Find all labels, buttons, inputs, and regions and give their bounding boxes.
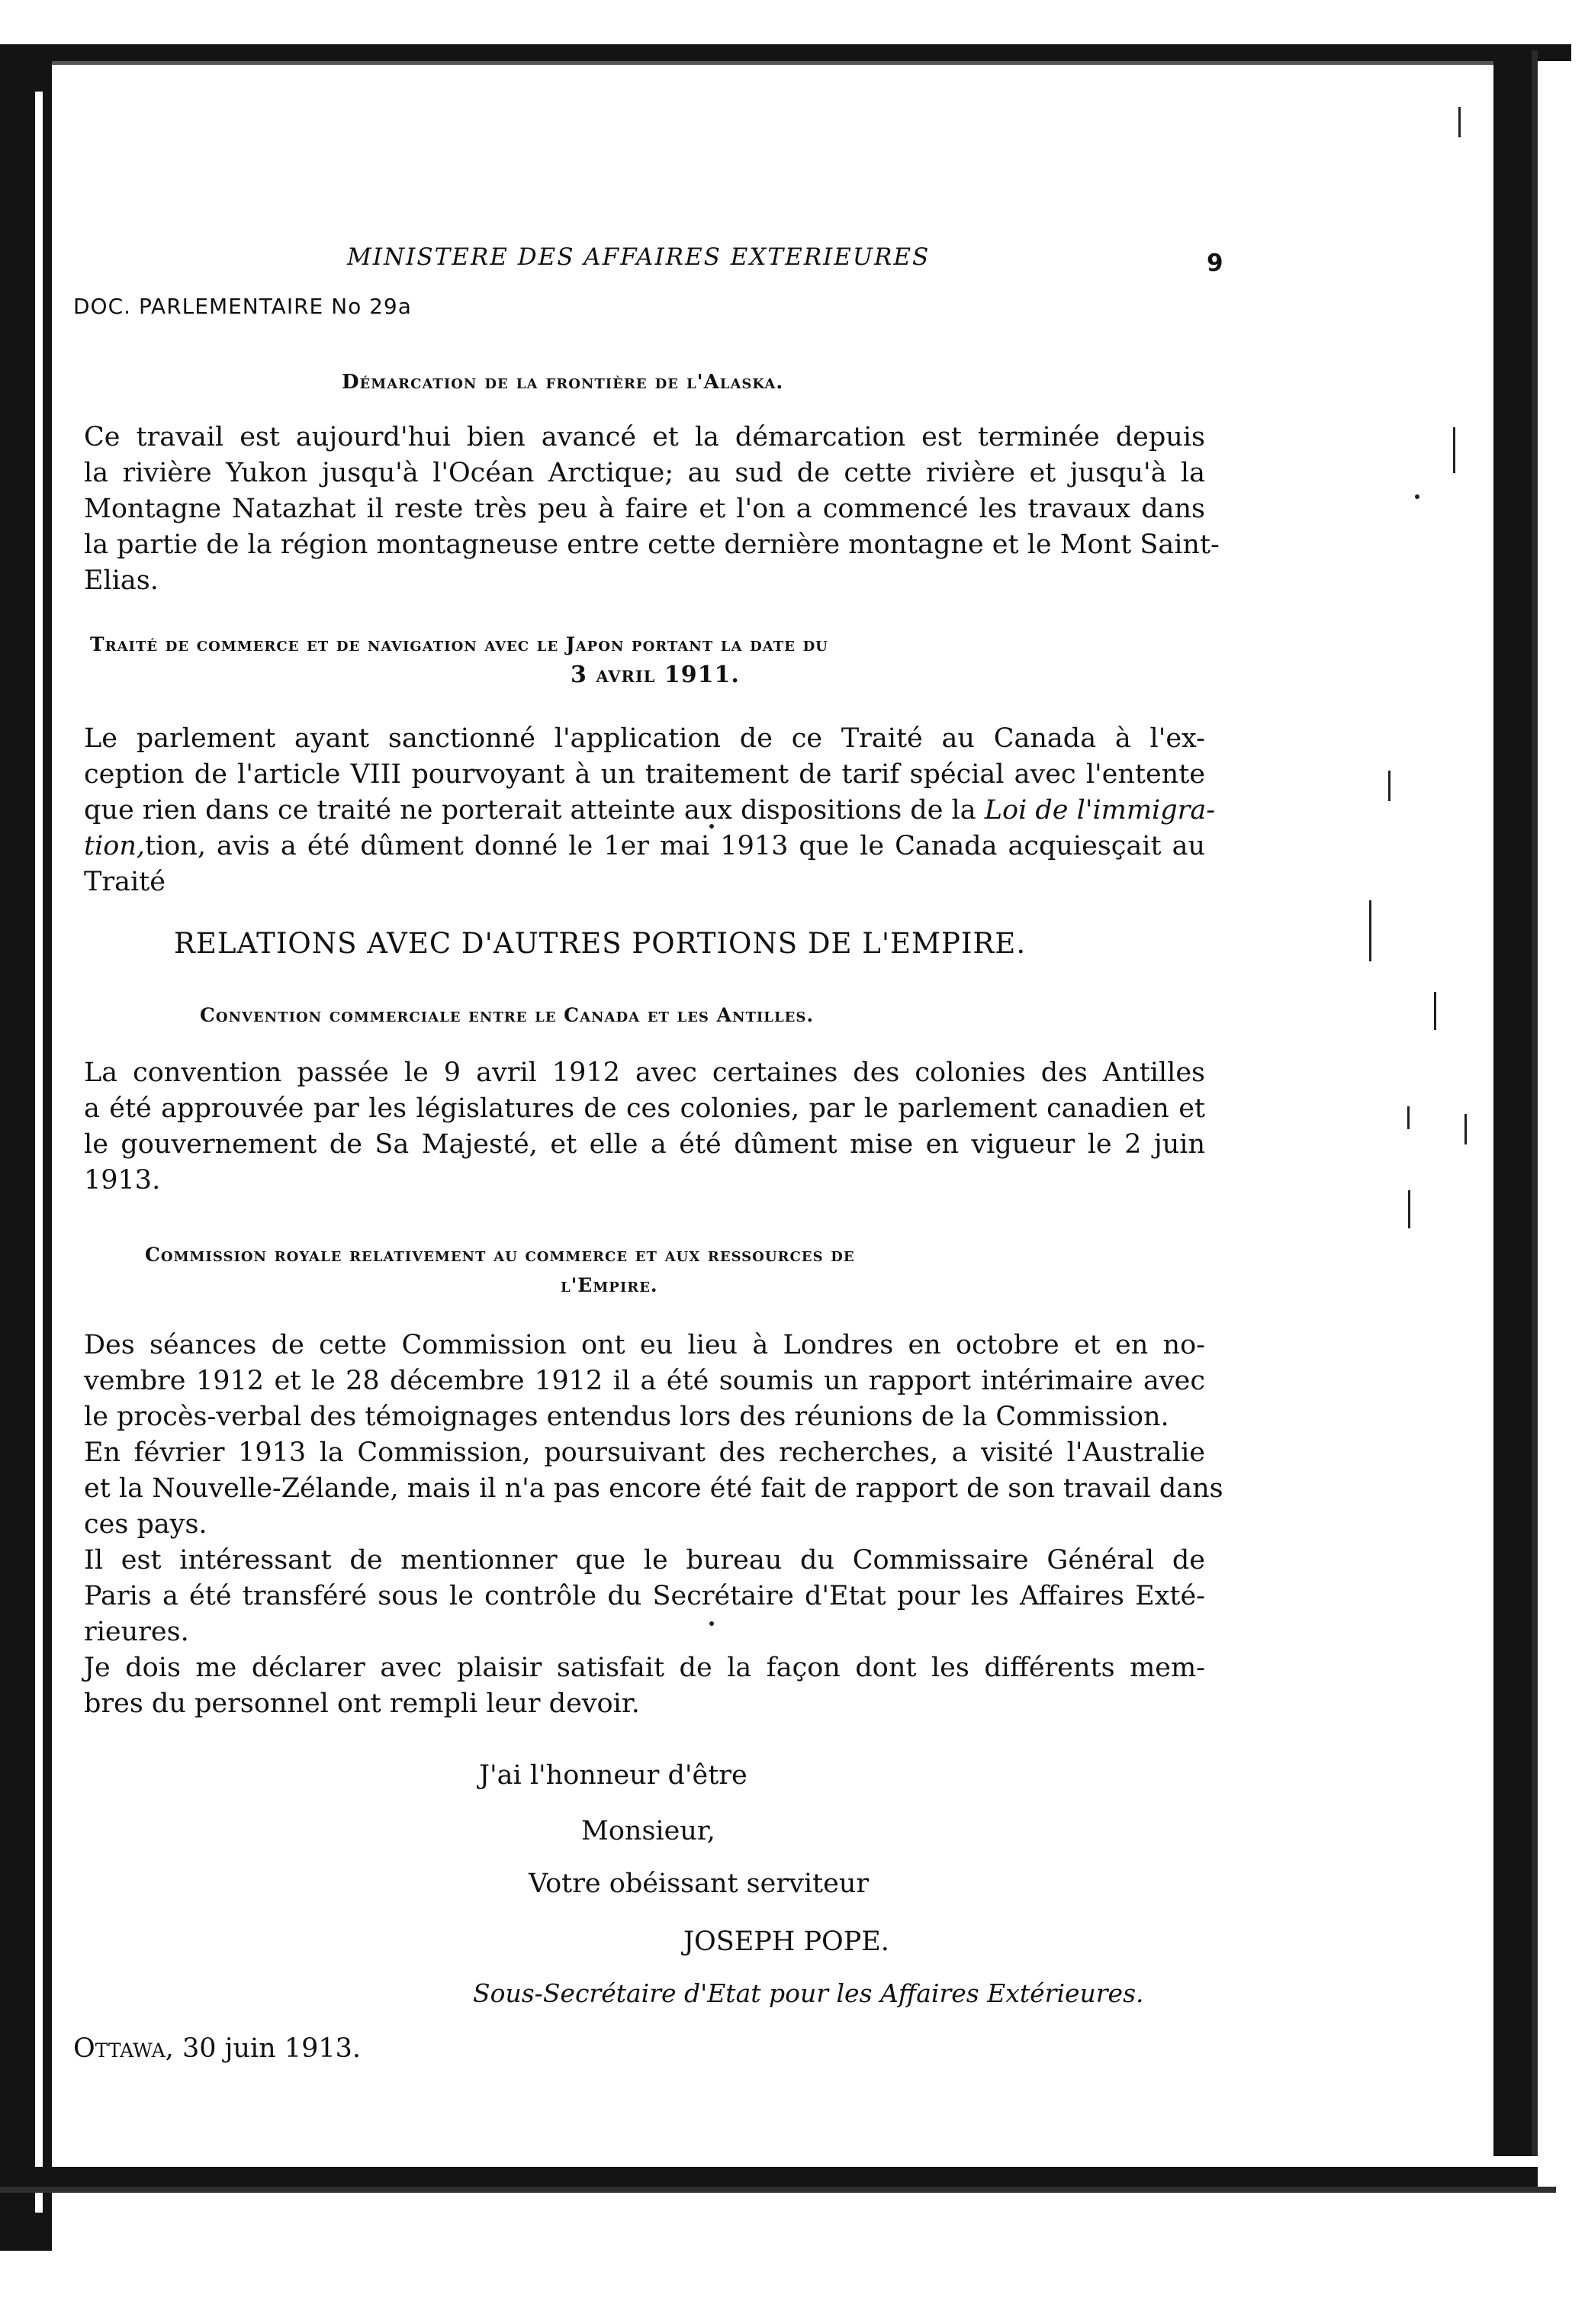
section-heading-japon-line1: Traité de commerce et de navigation avec le Japon portant la date du [90,633,828,655]
italic-law-title-end: tion, [84,831,145,861]
section-heading-alaska: Démarcation de la frontière de l'Alaska. [342,371,784,394]
paragraph-alaska [84,420,1220,599]
section-heading-japon-line2: 3 avril 1911. [571,661,740,688]
scan-speck [1458,107,1461,137]
place: Ottawa, [73,2033,174,2064]
scan-border-bottom [0,2167,1538,2187]
signatory-title: Sous-Secrétaire d'Etat pour les Affaires Extérieures. [473,1978,1144,2008]
place-date [73,2033,362,2064]
paragraph-japon [84,721,1216,900]
text-line: le gouvernement de Sa Majesté, et elle a été dûment mise en vigueur le 2 juin [84,1129,1205,1160]
paragraph-antilles [84,1055,1205,1199]
scan-border-left [0,53,52,2251]
text-line [84,829,1205,864]
text-line: rieures. [84,1617,189,1647]
text-line: Il est intéressant de mentionner que le bureau du Commissaire Général de [84,1545,1205,1576]
page-number: 9 [1207,249,1223,277]
major-heading-empire: RELATIONS AVEC D'AUTRES PORTIONS DE L'EMPIRE. [174,927,1027,960]
section-heading-commission-line2: l'Empire. [561,1274,658,1296]
text-line: la rivière Yukon jusqu'à l'Océan Arctique; au sud de cette rivière et jusqu'à la [84,458,1205,488]
text-line: 1913. [84,1165,161,1196]
italic-law-title: Loi de l'immigra- [984,795,1216,826]
scan-speck [1369,900,1371,961]
scan-border-right [1493,50,1532,2156]
text-line: La convention passée le 9 avril 1912 avec certaines des colonies des Antilles [84,1057,1205,1088]
text-line: le procès-verbal des témoignages entendus lors des réunions de la Commission. [84,1402,1169,1432]
text-line: bres du personnel ont rempli leur devoir. [84,1688,640,1719]
text-fragment: tion, avis a été dûment donné le 1er mai 1913 que le Canada acquiesçait au [145,831,1205,861]
text-fragment: que rien dans ce traité ne porterait atteinte aux dispositions de la [84,795,985,826]
text-line [84,793,1216,829]
text-line: vembre 1912 et le 28 décembre 1912 il a été soumis un rapport intérimaire avec [84,1366,1205,1396]
closing-line-1: J'ai l'honneur d'être [479,1760,747,1791]
text-line: ces pays. [84,1509,207,1540]
document-number: DOC. PARLEMENTAIRE No 29a [73,294,412,319]
scan-speck [1408,1190,1410,1228]
text-line: En février 1913 la Commission, poursuivant des recherches, a visité l'Australie [84,1437,1205,1468]
text-line: Ce travail est aujourd'hui bien avancé et la démarcation est terminée depuis [84,422,1205,452]
text-line: Le parlement ayant sanctionné l'application de ce Traité au Canada à l'ex- [84,723,1205,754]
scan-speck [1453,427,1455,473]
paragraph-commission [84,1328,1223,1722]
scan-speck [1415,494,1419,499]
text-line: a été approuvée par les législatures de ces colonies, par le parlement canadien et [84,1093,1205,1124]
text-line: Elias. [84,565,159,596]
signature-name: JOSEPH POPE. [683,1926,889,1957]
text-line: et la Nouvelle-Zélande, mais il n'a pas encore été fait de rapport de son travail dans [84,1473,1223,1504]
scan-border-left-gap [35,92,43,2213]
scan-border-top-shadow [0,61,1526,65]
running-header: MINISTERE DES AFFAIRES EXTERIEURES [347,243,931,271]
text-line: Des séances de cette Commission ont eu lieu à Londres en octobre et en no- [84,1330,1205,1360]
scan-border-bottom-shadow [0,2187,1556,2193]
scan-speck [1464,1114,1467,1144]
text-line: Paris a été transféré sous le contrôle du Secrétaire d'Etat pour les Affaires Exté- [84,1581,1205,1611]
closing-line-3: Votre obéissant serviteur [529,1869,870,1899]
text-line: Montagne Natazhat il reste très peu à faire et l'on a commencé les travaux dans [84,494,1205,524]
scan-border-top [0,44,1571,61]
section-heading-commission-line1: Commission royale relativement au commerce et aux ressources de [145,1244,855,1266]
section-heading-antilles: Convention commerciale entre le Canada et les Antilles. [200,1004,815,1026]
closing-line-2: Monsieur, [581,1816,715,1846]
text-line: la partie de la région montagneuse entre cette dernière montagne et le Mont Saint- [84,529,1220,560]
date: 30 juin 1913. [173,2033,362,2064]
text-line: ception de l'article VIII pourvoyant à un traitement de tarif spécial avec l'entente [84,759,1205,790]
scan-speck [1434,992,1436,1030]
text-line: Traité [84,867,166,897]
scan-speck [1388,771,1390,801]
text-line: Je dois me déclarer avec plaisir satisfait de la façon dont les différents mem- [84,1653,1205,1683]
scan-speck [1407,1106,1410,1129]
scan-border-right-edge [1532,50,1538,2156]
